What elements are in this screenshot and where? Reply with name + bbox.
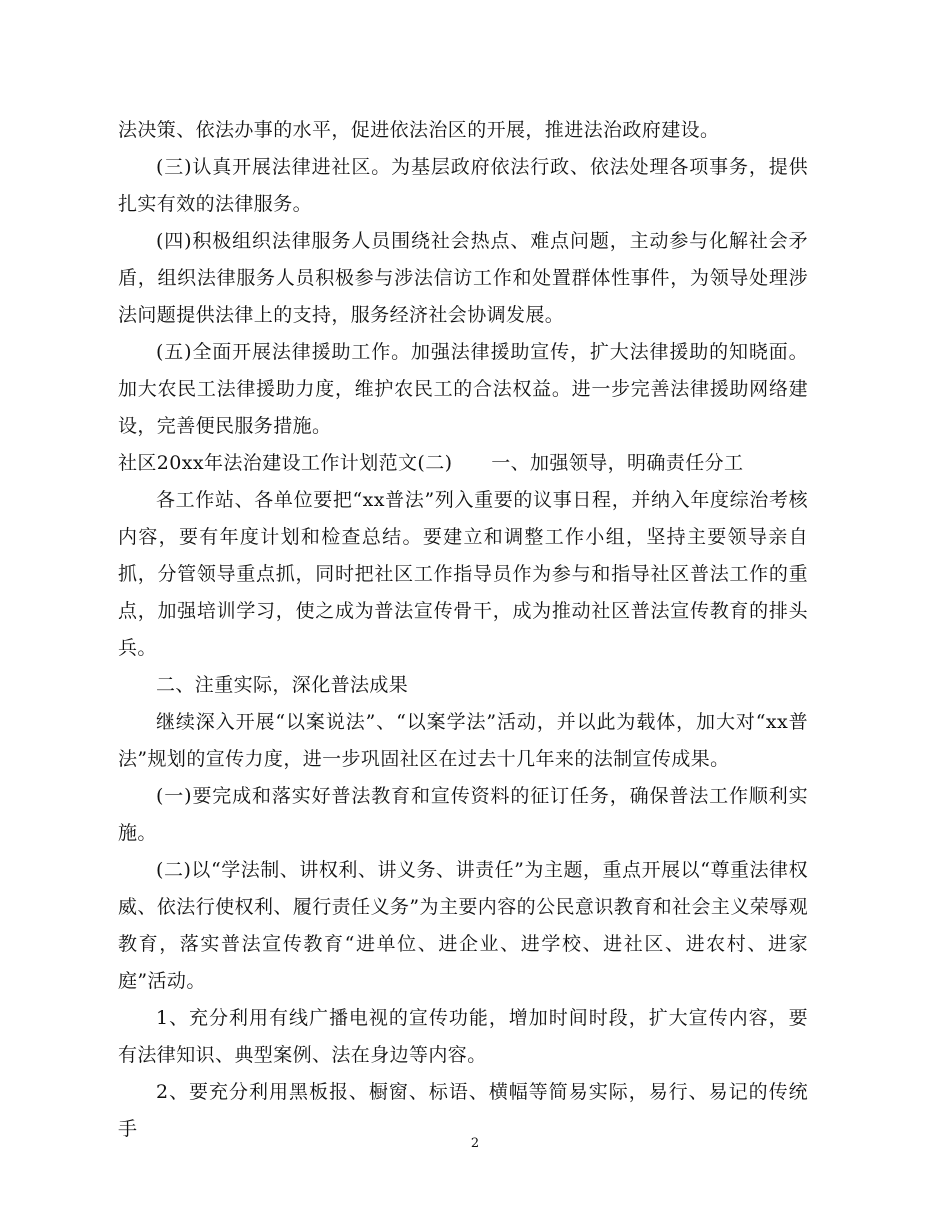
page-number: 2 [470, 1136, 480, 1151]
paragraph-item-3: (三)认真开展法律进社区。为基层政府依法行政、依法处理各项事务，提供扎实有效的法律服务。 [118, 156, 808, 215]
paragraph-leadership: 各工作站、各单位要把“xx普法”列入重要的议事日程，并纳入年度综治考核内容，要有年度计划和检查总结。要建立和调整工作小组，坚持主要领导亲自抓，分管领导重点抓，同时把社区工作指导员作为参与和指导社区普法工作的重点，加强培训学习，使之成为普法宣传骨干，成为推动社区普法宣传教育的排头兵。 [118, 489, 808, 659]
subheading-practice: 二、注重实际，深化普法成果 [156, 674, 409, 696]
paragraph-point-2: 2、要充分利用黑板报、橱窗、标语、横幅等简易实际，易行、易记的传统手 [118, 1081, 808, 1140]
section-heading: 社区20xx年法治建设工作计划范文(二) 一、加强领导，明确责任分工 [118, 452, 744, 474]
paragraph-item-5: (五)全面开展法律援助工作。加强法律援助宣传，扩大法律援助的知晓面。加大农民工法律援助力度，维护农民工的合法权益。进一步完善法律援助网络建设，完善便民服务措施。 [118, 341, 808, 437]
paragraph-item-4: (四)积极组织法律服务人员围绕社会热点、难点问题，主动参与化解社会矛盾，组织法律服务人员积极参与涉法信访工作和处置群体性事件，为领导处理涉法问题提供法律上的支持，服务经济社会协调发展。 [118, 230, 808, 326]
paragraph-case-study: 继续深入开展“以案说法”、“以案学法”活动，并以此为载体，加大对“xx普法”规划的宣传力度，进一步巩固社区在过去十几年来的法制宣传成果。 [118, 711, 808, 770]
paragraph-continuation: 法决策、依法办事的水平，促进依法治区的开展，推进法治政府建设。 [118, 119, 720, 141]
document-body [118, 112, 808, 1148]
paragraph-item-2: (二)以“学法制、讲权利、讲义务、讲责任”为主题，重点开展以“尊重法律权威、依法行使权利、履行责任义务”为主要内容的公民意识教育和社会主义荣辱观教育，落实普法宣传教育“进单位、进企业、进学校、进社区、进农村、进家庭”活动。 [118, 859, 808, 992]
paragraph-item-1: (一)要完成和落实好普法教育和宣传资料的征订任务，确保普法工作顺利实施。 [118, 785, 808, 844]
paragraph-point-1: 1、充分利用有线广播电视的宣传功能，增加时间时段，扩大宣传内容，要有法律知识、典型案例、法在身边等内容。 [118, 1007, 808, 1066]
